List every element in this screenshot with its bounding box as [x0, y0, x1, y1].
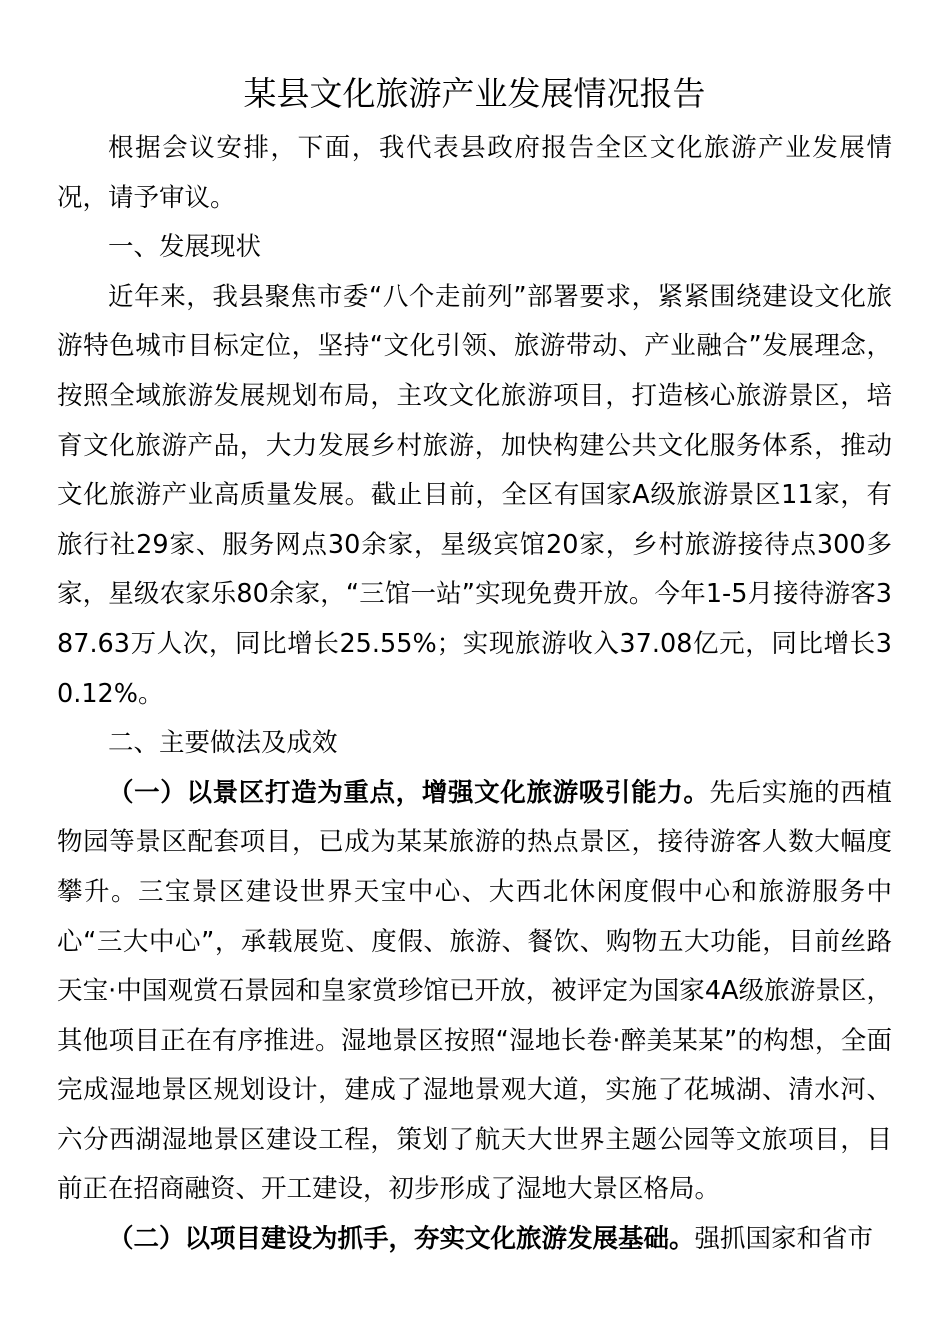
subsection-1-body: 先后实施的西植物园等景区配套项目，已成为某某旅游的热点景区，接待游客人数大幅度攀升。三宝景区建设世界天宝中心、大西北休闲度假中心和旅游服务中心“三大中心”，承载展览、度假、旅游、餐饮、购物五大功能，目前丝路天宝·中国观赏石景园和皇家赏珍馆已开放，被评定为国家4A级旅游景区，其他项目正在有序推进。湿地景区按照“湿地长卷·醉美某某”的构想，全面完成湿地景区规划设计，建成了湿地景观大道，实施了花城湖、清水河、六分西湖湿地景区建设工程，策划了航天大世界主题公园等文旅项目，目前正在招商融资、开工建设，初步形成了湿地大景区格局。 [57, 777, 892, 1205]
subsection-1-paragraph [57, 769, 892, 1215]
document-page [57, 64, 892, 1265]
document-title: 某县文化旅游产业发展情况报告 [243, 74, 706, 113]
subsection-2-title: （二）以项目建设为抓手，夯实文化旅游发展基础。 [108, 1224, 695, 1255]
section-heading-measures: 二、主要做法及成效 [108, 728, 338, 759]
status-paragraph: 近年来，我县聚焦市委“八个走前列”部署要求，紧紧围绕建设文化旅游特色城市目标定位，坚持“文化引领、旅游带动、产业融合”发展理念，按照全域旅游发展规划布局，主攻文化旅游项目，打造核心旅游景区，培育文化旅游产品，大力发展乡村旅游，加快构建公共文化服务体系，推动文化旅游产业高质量发展。截止目前，全区有国家A级旅游景区11家，有旅行社29家、服务网点30余家，星级宾馆20家，乡村旅游接待点300多家，星级农家乐80余家，“三馆一站”实现免费开放。今年1-5月接待游客387.63万人次，同比增长25.55%；实现旅游收入37.08亿元，同比增长30.12%。 [57, 281, 892, 709]
subsection-2-paragraph [57, 1215, 892, 1265]
subsection-2-body: 强抓国家和省市 [694, 1224, 874, 1255]
subsection-1-title: （一）以景区打造为重点，增强文化旅游吸引能力。 [108, 777, 710, 808]
intro-paragraph: 根据会议安排，下面，我代表县政府报告全区文化旅游产业发展情况，请予审议。 [57, 133, 892, 213]
section-heading-status: 一、发展现状 [108, 232, 262, 263]
